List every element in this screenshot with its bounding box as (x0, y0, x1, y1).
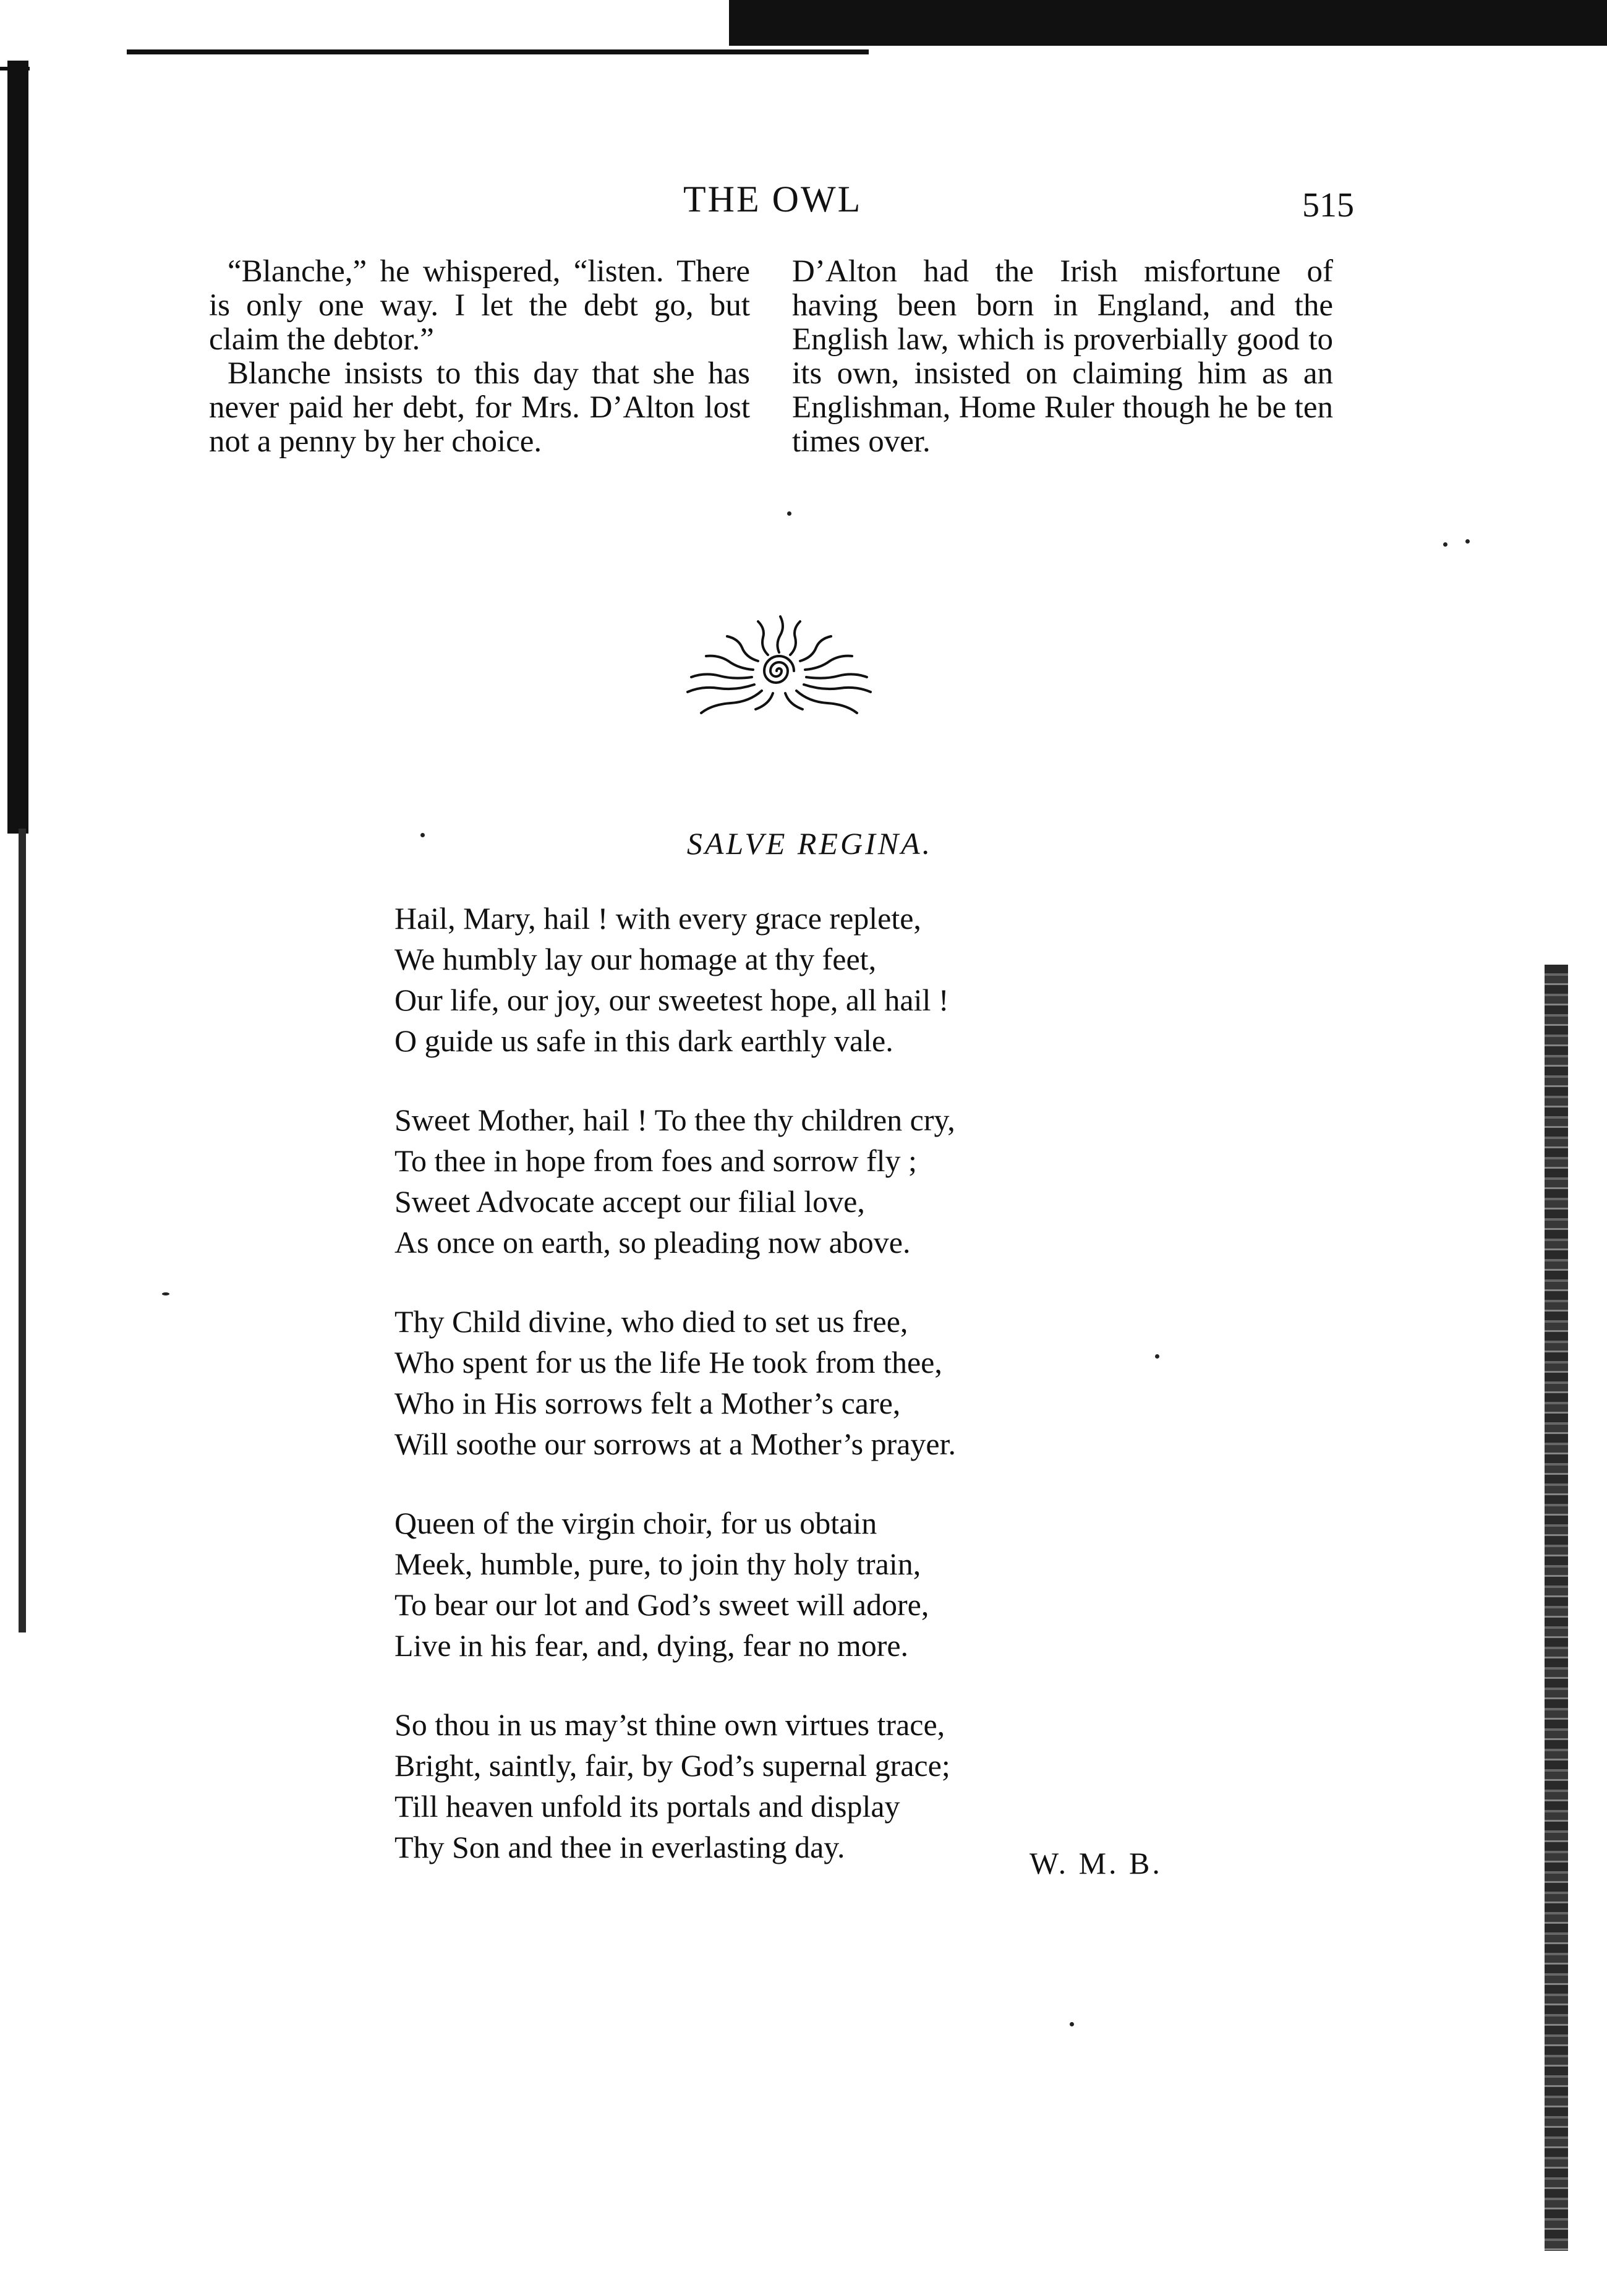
poem-line: Sweet Advocate accept our filial love, (394, 1184, 865, 1219)
poem-stanza (394, 898, 1167, 1061)
scan-speck (1070, 2022, 1074, 2026)
poem-title: SALVE REGINA. (686, 826, 933, 861)
poem-stanza (394, 1503, 1167, 1666)
scan-speck (787, 511, 791, 516)
prose-paragraph: D’Alton had the Irish misfortune of having been born in England, and the English law, which is proverbially good to its own, insisted on claiming him as an Englishman, Home Ruler though he be ten times over. (792, 254, 1333, 459)
prose-paragraph: “Blanche,” he whispered, “listen. There is only one way. I let the debt go, but claim the debtor.” (209, 254, 750, 357)
poem-line: Meek, humble, pure, to join thy holy train, (394, 1547, 921, 1581)
poem-line: Thy Son and thee in everlasting day. (394, 1830, 845, 1864)
scan-speck (162, 1292, 169, 1295)
poem-line: So thou in us may’st thine own virtues trace, (394, 1707, 945, 1742)
poem-line: As once on earth, so pleading now above. (394, 1225, 911, 1260)
poem-line: Sweet Mother, hail ! To thee thy children cry, (394, 1103, 955, 1137)
scan-top-border (127, 0, 1607, 57)
scan-speck (1155, 1354, 1159, 1359)
poem-line: We humbly lay our homage at thy feet, (394, 942, 877, 976)
page-number: 515 (1302, 186, 1354, 224)
poem-stanza (394, 1099, 1167, 1263)
scan-top-border-thick (729, 0, 1607, 46)
poem-stanza (394, 1704, 1167, 1867)
scan-left-binding-edge-lower (19, 829, 26, 1632)
poem-stanza (394, 1301, 1167, 1464)
poem-author-signature: W. M. B. (1029, 1846, 1162, 1880)
prose-column-left (209, 255, 750, 459)
prose-column-right (792, 255, 1333, 459)
poem-line: To thee in hope from foes and sorrow fly ; (394, 1143, 917, 1178)
scan-speck (1443, 542, 1447, 547)
scan-speck (1465, 539, 1470, 544)
poem-line: Queen of the virgin choir, for us obtain (394, 1506, 877, 1540)
scan-top-border-line (127, 49, 869, 54)
poem-line: Hail, Mary, hail ! with every grace replete, (394, 901, 921, 936)
poem-body (394, 898, 1167, 1906)
poem-line: O guide us safe in this dark earthly vale. (394, 1023, 893, 1058)
poem-line: To bear our lot and God’s sweet will adore, (394, 1587, 929, 1622)
scan-speck (420, 833, 425, 837)
running-title: THE OWL (683, 179, 863, 220)
poem-line: Bright, saintly, fair, by God’s supernal grace; (394, 1748, 950, 1783)
poem-line: Till heaven unfold its portals and display (394, 1789, 900, 1824)
poem-line: Our life, our joy, our sweetest hope, all hail ! (394, 983, 949, 1017)
poem-line: Will soothe our sorrows at a Mother’s prayer. (394, 1427, 956, 1461)
scan-right-page-edge (1545, 965, 1568, 2251)
poem-line: Thy Child divine, who died to set us free, (394, 1304, 908, 1339)
poem-line: Live in his fear, and, dying, fear no more. (394, 1628, 909, 1663)
poem-line: Who spent for us the life He took from thee, (394, 1345, 942, 1380)
scan-left-binding-edge (7, 61, 28, 834)
sun-spiral-ornament-icon (668, 603, 890, 727)
prose-paragraph: Blanche insists to this day that she has never paid her debt, for Mrs. D’Alton lost not a penny by her choice. (209, 356, 750, 459)
poem-line: Who in His sorrows felt a Mother’s care, (394, 1386, 901, 1420)
